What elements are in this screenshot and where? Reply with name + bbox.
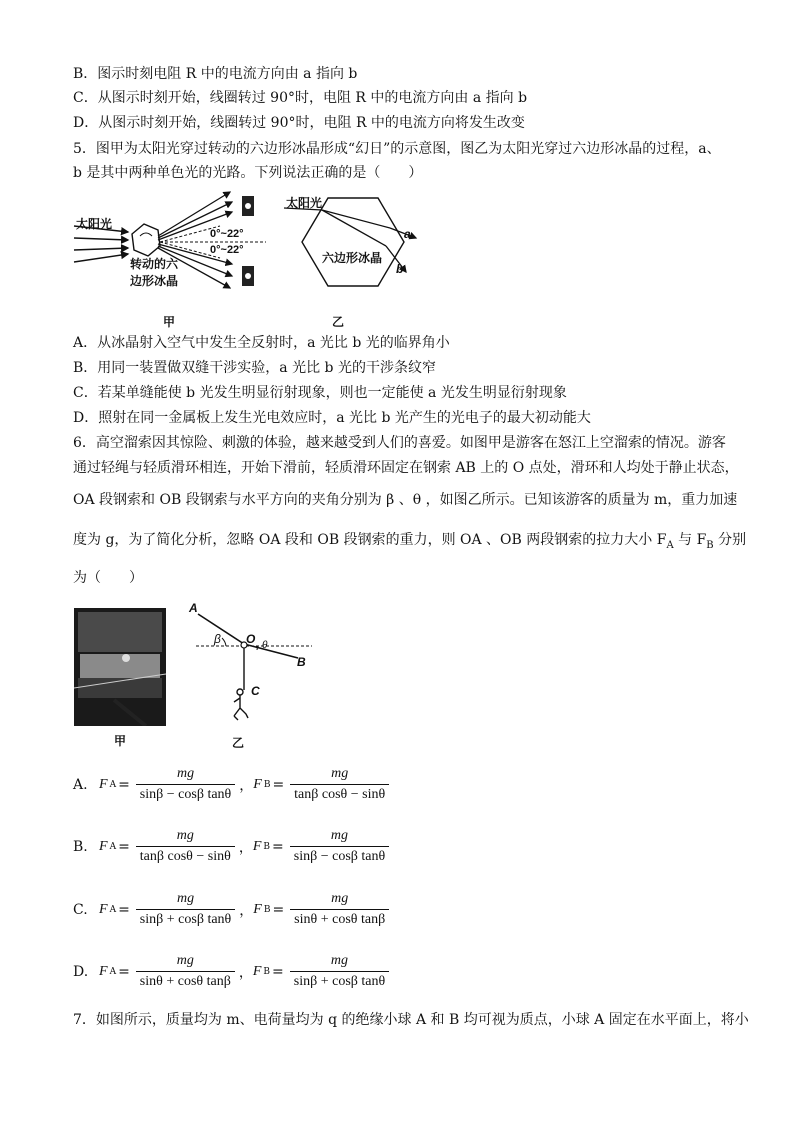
q6-stem-line4-text: 度为 g，为了简化分析，忽略 OA 段和 OB 段钢索的重力，则 OA 、OB 两段钢索的拉力大小 F bbox=[73, 532, 667, 548]
equals-sign: = bbox=[272, 901, 285, 918]
q6-stem-line3: OA 段钢索和 OB 段钢索与水平方向的夹角分别为 β 、θ ，如图乙所示。已知该游客的质量为 m，重力加速 bbox=[73, 492, 738, 508]
q5-option-d: D．照射在同一金属板上发生光电效应时，a 光比 b 光产生的光电子的最大初动能大 bbox=[73, 410, 591, 426]
fb-subscript: B bbox=[263, 904, 271, 915]
q5-yi-sun-label: 太阳光 bbox=[286, 196, 323, 210]
fa-subscript: A bbox=[109, 841, 117, 852]
fraction-denominator: sinβ − cosβ tanθ bbox=[136, 784, 235, 803]
q5-yi-caption: 乙 bbox=[332, 315, 345, 329]
fa-subscript: A bbox=[109, 779, 117, 790]
fa-symbol: F bbox=[99, 838, 108, 854]
cable-oa bbox=[198, 614, 244, 644]
fb-subscript: B bbox=[263, 966, 271, 977]
fa-fraction bbox=[136, 828, 235, 865]
q6-stem-line4 bbox=[73, 530, 746, 556]
fb-symbol: F bbox=[253, 776, 262, 792]
q5-jia-angle-up: 0°~22° bbox=[210, 228, 244, 240]
q6-yi-label-b: B bbox=[297, 655, 306, 669]
q4-option-b: B．图示时刻电阻 R 中的电流方向由 a 指向 b bbox=[73, 66, 358, 82]
q6-stem-line2: 通过轻绳与轻质滑环相连，开始下滑前，轻质滑环固定在钢索 AB 上的 O 点处，滑环和人均处于静止状态， bbox=[73, 460, 739, 476]
option-label: A. bbox=[73, 776, 88, 793]
fraction-numerator: mg bbox=[176, 953, 194, 968]
fb-fraction bbox=[290, 953, 389, 990]
q6-photo-jia bbox=[74, 608, 166, 726]
option-label: C. bbox=[73, 901, 88, 918]
q6-yi-label-beta: β bbox=[214, 632, 221, 646]
q6-stem-line1: 6．高空溜索因其惊险、刺激的体验，越来越受到人们的喜爱。如图甲是游客在怒江上空溜索的情况。游客 bbox=[73, 435, 726, 451]
fb-fraction bbox=[290, 766, 389, 803]
tourist-figure bbox=[234, 689, 248, 720]
fb-symbol: F bbox=[253, 901, 262, 917]
equals-sign: = bbox=[118, 901, 130, 918]
equals-sign: = bbox=[272, 838, 284, 855]
equals-sign: = bbox=[118, 963, 130, 980]
separator: ， bbox=[238, 839, 253, 856]
q5-option-a: A．从冰晶射入空气中发生全反射时，a 光比 b 光的临界角小 bbox=[73, 335, 450, 351]
q5-option-c: C．若某单缝能使 b 光发生明显衍射现象，则也一定能使 a 光发生明显衍射现象 bbox=[73, 385, 567, 401]
fa-symbol: F bbox=[99, 776, 108, 792]
fraction-numerator: mg bbox=[331, 891, 349, 906]
fraction-denominator: sinβ + cosβ tanθ bbox=[290, 971, 389, 990]
q5-jia-caption: 甲 bbox=[163, 315, 176, 329]
q6-option-b bbox=[73, 828, 393, 865]
fraction-denominator: sinθ + cosθ tanβ bbox=[136, 971, 235, 990]
option-label: D. bbox=[73, 963, 89, 980]
q5-jia-crystal-label-2: 边形冰晶 bbox=[130, 274, 179, 288]
separator: ， bbox=[239, 902, 254, 919]
q5-stem-line1: 5．图甲为太阳光穿过转动的六边形冰晶形成“幻日”的示意图，图乙为太阳光穿过六边形冰晶的过程，a、 bbox=[73, 141, 721, 157]
fraction-denominator: sinθ + cosθ tanβ bbox=[290, 909, 389, 928]
separator: ， bbox=[238, 964, 253, 981]
q5-jia-sun-label: 太阳光 bbox=[76, 217, 113, 231]
hexagon-crystal bbox=[302, 198, 404, 286]
q6-yi-caption: 乙 bbox=[232, 736, 245, 750]
q5-yi-ray-a-label: a bbox=[404, 227, 411, 241]
q5-option-b: B．用同一装置做双缝干涉实验，a 光比 b 光的干涉条纹窄 bbox=[73, 360, 436, 376]
fb-symbol: F bbox=[252, 963, 262, 979]
option-label: B. bbox=[73, 838, 88, 855]
fraction-numerator: mg bbox=[176, 766, 195, 781]
fraction-numerator: mg bbox=[330, 953, 349, 968]
q6-yi-label-theta: θ bbox=[262, 640, 268, 651]
q6-jia-caption: 甲 bbox=[114, 734, 127, 748]
fa-subscript: A bbox=[109, 904, 117, 915]
q5-jia-angle-down: 0°~22° bbox=[210, 244, 244, 256]
fraction-numerator: mg bbox=[176, 891, 195, 906]
fraction-numerator: mg bbox=[331, 766, 349, 781]
q4-option-d: D．从图示时刻开始，线圈转过 90°时，电阻 R 中的电流方向将发生改变 bbox=[73, 115, 525, 131]
fa-fraction bbox=[136, 891, 235, 928]
fraction-denominator: sinβ − cosβ tanθ bbox=[290, 846, 389, 865]
q6-fb-subscript: B bbox=[706, 539, 714, 551]
q6-stem-line4-mid: 与 F bbox=[673, 532, 707, 548]
q6-yi-label-a: A bbox=[189, 601, 198, 615]
fb-subscript: B bbox=[263, 841, 271, 852]
fraction-numerator: mg bbox=[176, 828, 194, 843]
fraction-denominator: tanβ cosθ − sinθ bbox=[136, 846, 235, 865]
fraction-numerator: mg bbox=[330, 828, 349, 843]
fraction-denominator: sinβ + cosβ tanθ bbox=[136, 909, 235, 928]
q5-yi-crystal-label: 六边形冰晶 bbox=[322, 251, 383, 265]
q6-stem-line4-end: 分别 bbox=[713, 532, 747, 548]
fb-symbol: F bbox=[252, 838, 262, 854]
q6-yi-label-c: C bbox=[251, 684, 260, 698]
fb-fraction bbox=[290, 828, 389, 865]
q6-stem-line5: 为（ ） bbox=[73, 570, 143, 586]
fb-subscript: B bbox=[263, 779, 271, 790]
fa-symbol: F bbox=[99, 901, 108, 917]
rotating-hexagon-crystal bbox=[132, 224, 160, 256]
fa-fraction bbox=[136, 953, 235, 990]
fraction-denominator: tanβ cosθ − sinθ bbox=[290, 784, 389, 803]
separator: ， bbox=[239, 777, 254, 794]
equals-sign: = bbox=[118, 776, 130, 793]
q6-option-d bbox=[73, 953, 393, 990]
q6-option-a bbox=[73, 766, 393, 803]
fa-fraction bbox=[136, 766, 235, 803]
q5-jia-crystal-label-1: 转动的六 bbox=[130, 257, 179, 271]
equals-sign: = bbox=[272, 776, 285, 793]
equals-sign: = bbox=[272, 963, 284, 980]
q5-yi-ray-b-label: b bbox=[396, 262, 404, 276]
fa-symbol: F bbox=[99, 963, 108, 979]
q7-stem-line1: 7．如图所示，质量均为 m、电荷量均为 q 的绝缘小球 A 和 B 均可视为质点，小球 A 固定在水平面上，将小 bbox=[73, 1012, 749, 1028]
fa-subscript: A bbox=[109, 966, 117, 977]
q4-option-c: C．从图示时刻开始，线圈转过 90°时，电阻 R 中的电流方向由 a 指向 b bbox=[73, 90, 528, 106]
q6-option-c bbox=[73, 891, 393, 928]
equals-sign: = bbox=[118, 838, 130, 855]
q6-fa-subscript: A bbox=[666, 539, 674, 551]
q6-yi-label-o: O bbox=[246, 632, 256, 646]
fb-fraction bbox=[290, 891, 389, 928]
q5-stem-line2: b 是其中两种单色光的光路。下列说法正确的是（ ） bbox=[73, 165, 423, 181]
